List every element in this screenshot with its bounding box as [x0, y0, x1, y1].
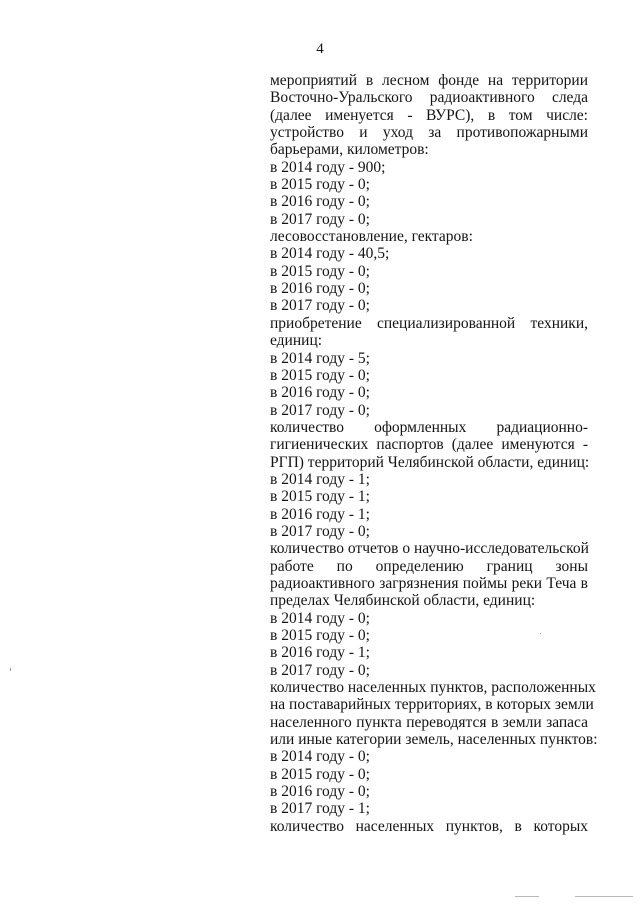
text-line: гигиенических паспортов (далее именуются - [270, 436, 588, 454]
text-line: барьерами, километров: [270, 141, 429, 159]
text-line: в 2016 году - 0; [270, 384, 370, 402]
text-line: радиоактивного загрязнения поймы реки Теча в [270, 574, 588, 592]
text-line: РГП) территорий Челябинской области, единиц: [270, 453, 590, 471]
text-line: количество населенных пунктов, в которых [270, 817, 588, 835]
text-line: лесовосстановление, гектаров: [270, 228, 473, 246]
text-line: в 2016 году - 0; [270, 193, 370, 211]
text-line: в 2015 году - 0; [270, 176, 370, 194]
text-line: в 2014 году - 5; [270, 349, 370, 367]
text-line: в 2015 году - 1; [270, 488, 370, 506]
text-line: количество населенных пунктов, расположенных [270, 679, 596, 697]
scan-mark [515, 896, 539, 897]
text-line: приобретение специализированной техники, [270, 314, 588, 332]
document-body [270, 72, 598, 835]
page-number: 4 [316, 41, 324, 57]
text-line: единиц: [270, 332, 323, 350]
text-line: в 2016 году - 0; [270, 783, 370, 801]
scan-mark [575, 896, 633, 897]
text-line: в 2014 году - 0; [270, 609, 370, 627]
text-line: населенного пункта переводятся в земли запаса [270, 713, 588, 731]
text-line: в 2017 году - 0; [270, 661, 370, 679]
text-line: в 2014 году - 0; [270, 748, 370, 766]
text-line: в 2017 году - 1; [270, 800, 370, 818]
text-line: в 2015 году - 0; [270, 366, 370, 384]
text-line: в 2014 году - 900; [270, 158, 386, 176]
scan-mark [540, 633, 541, 634]
text-line: в 2016 году - 1; [270, 644, 370, 662]
text-line: работе по определению границ зоны [270, 557, 588, 575]
text-line: в 2017 году - 0; [270, 401, 370, 419]
text-line: в 2014 году - 1; [270, 470, 370, 488]
text-line: пределах Челябинской области, единиц: [270, 592, 536, 610]
text-line: на поставарийных территориях, в которых земли [270, 696, 594, 714]
text-line: в 2016 году - 1; [270, 505, 370, 523]
text-line: в 2016 году - 0; [270, 280, 370, 298]
text-line: в 2015 году - 0; [270, 627, 370, 644]
text-line: в 2014 году - 40,5; [270, 245, 390, 263]
text-line: или иные категории земель, населенных пунктов: [270, 731, 598, 749]
text-line: (далее именуется - ВУРС), в том числе: [270, 106, 588, 124]
text-line: количество отчетов о научно-исследовательской [270, 540, 589, 558]
text-line: в 2015 году - 0; [270, 262, 370, 280]
text-line: в 2015 году - 0; [270, 765, 370, 783]
scan-mark [10, 668, 11, 671]
text-line: в 2017 году - 0; [270, 210, 370, 228]
text-line: в 2017 году - 0; [270, 522, 370, 540]
text-line: мероприятий в лесном фонде на территории [270, 72, 588, 89]
text-line: устройство и уход за противопожарными [270, 124, 588, 142]
text-line: количество оформленных радиационно- [270, 418, 588, 436]
text-line: Восточно-Уральского радиоактивного следа [270, 89, 588, 107]
text-line: в 2017 году - 0; [270, 297, 370, 315]
